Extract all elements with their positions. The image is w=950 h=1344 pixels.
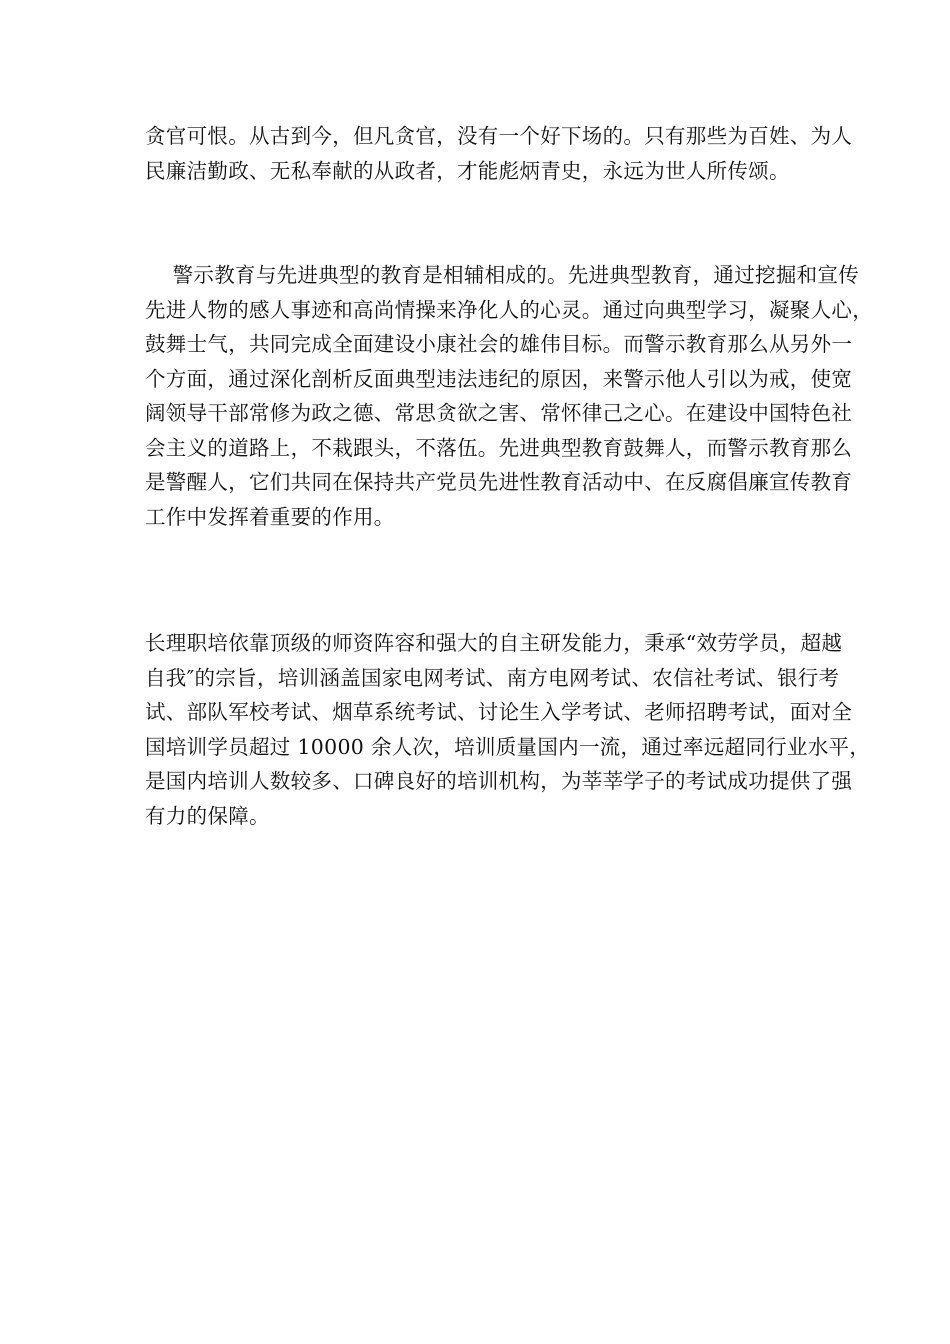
text-line: 会主义的道路上，不栽跟头，不落伍。先进典型教育鼓舞人，而警示教育那么 <box>145 435 853 460</box>
text-line: 国培训学员超过 10000 余人次，培训质量国内一流，通过率远超同行业水平， <box>145 734 871 759</box>
text-line: 鼓舞士气，共同完成全面建设小康社会的雄伟目标。而警示教育那么从另外一 <box>145 332 853 356</box>
text-line: 贪官可恨。从古到今，但凡贪官，没有一个好下场的。只有那些为百姓、为人 <box>145 124 853 148</box>
text-line: 个方面，通过深化剖析反面典型违法违纪的原因，来警示他人引以为戒，使宽 <box>145 366 853 391</box>
paragraph-training-ad <box>145 626 871 833</box>
text-line: 自我″的宗旨，培训涵盖国家电网考试、南方电网考试、农信社考试、银行考 <box>145 665 840 690</box>
text-line: 工作中发挥着重要的作用。 <box>145 504 395 529</box>
text-line: 是警醒人，它们共同在保持共产党员先进性教育活动中、在反腐倡廉宣传教育 <box>145 470 853 494</box>
text-line: 有力的保障。 <box>145 803 270 828</box>
text-line: 试、部队军校考试、烟草系统考试、讨论生入学考试、老师招聘考试，面对全 <box>145 700 853 724</box>
text-line: 长理职培依靠顶级的师资阵容和强大的自主研发能力，秉承“效劳学员，超越 <box>145 631 843 655</box>
text-line: 阔领导干部常修为政之德、常思贪欲之害、常怀律己之心。在建设中国特色社 <box>145 401 853 425</box>
text-line: 先进人物的感人事迹和高尚情操来净化人的心灵。通过向典型学习，凝聚人心， <box>145 297 873 322</box>
paragraph-warning-education <box>145 258 873 534</box>
paragraph-corruption <box>145 119 853 188</box>
text-line: 警示教育与先进典型的教育是相辅相成的。先进典型教育，通过挖掘和宣传 <box>145 263 860 287</box>
text-line: 民廉洁勤政、无私奉献的从政者，才能彪炳青史，永远为世人所传颂。 <box>145 158 790 183</box>
text-line: 是国内培训人数较多、口碑良好的培训机构，为莘莘学子的考试成功提供了强 <box>145 769 853 793</box>
